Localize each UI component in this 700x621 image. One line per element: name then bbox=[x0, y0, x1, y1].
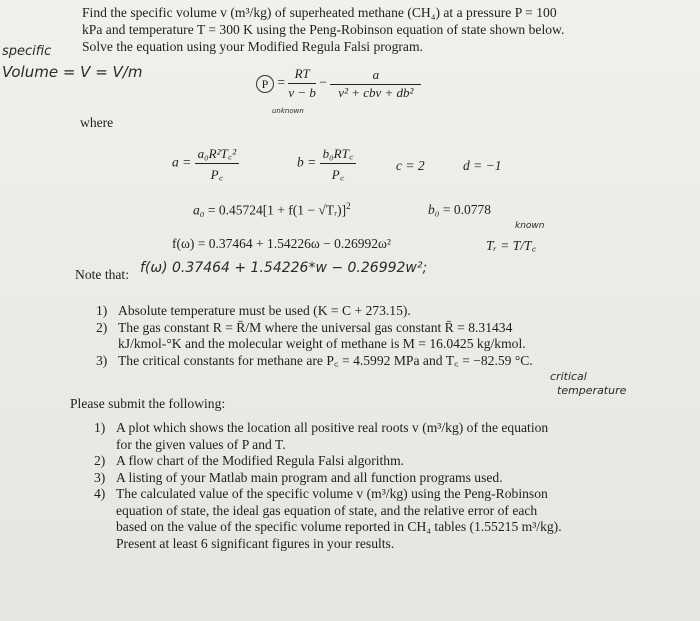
handwritten-note-critical: critical bbox=[550, 370, 587, 383]
handwritten-note-volume: Volume = V = V/m bbox=[2, 63, 143, 81]
reduced-temperature: Tᵣ = T/T꜀ bbox=[486, 238, 537, 253]
handwritten-note-specific: specific bbox=[2, 44, 52, 59]
a0-equation: a₀ = 0.45724[1 + f(1 − √Tᵣ)]$^2$ bbox=[193, 201, 351, 218]
notes-list bbox=[96, 303, 656, 369]
note-item: 3) The critical constants for methane are P꜀ = 4.5992 MPa and T꜀ = −82.59 °C. bbox=[96, 352, 533, 368]
note-item: 2) The gas constant R = R̄/M where the universal gas constant R̄ = 8.31434 bbox=[96, 319, 513, 335]
a-fraction: $\frac{a}{\text{v² + cbv + db²}}$ bbox=[330, 67, 421, 101]
submit-list bbox=[94, 420, 674, 552]
c-definition: c = 2 bbox=[396, 158, 425, 173]
submit-item: 3) A listing of your Matlab main program and all function programs used. bbox=[94, 469, 503, 485]
b-definition: b = $\frac{\text{b₀RT꜀}}{P꜀}$ bbox=[297, 144, 356, 183]
peng-robinson-equation: P = $\frac{RT}{v - b}$ − $\frac{a}{\text{v² + cbv + db²}}$ bbox=[256, 66, 421, 101]
where-label: where bbox=[80, 115, 114, 130]
circled-p: P bbox=[256, 75, 274, 93]
submit-item: 1) A plot which shows the location all positive real roots v (m³/kg) of the equation bbox=[94, 420, 549, 435]
handwritten-note-unknown: unknown bbox=[272, 107, 304, 115]
handwritten-note-known: known bbox=[515, 221, 545, 231]
note-that-label: Note that: bbox=[75, 267, 129, 282]
rt-fraction: $\frac{RT}{v - b}$ bbox=[288, 66, 316, 100]
handwritten-note-temperature: temperature bbox=[557, 384, 627, 397]
submit-item: 4) The calculated value of the specific volume v (m³/kg) using the Peng-Robinson bbox=[94, 486, 548, 501]
submit-item: equation of state, the ideal gas equation of state, and the relative error of each bbox=[116, 502, 538, 518]
a-definition: a = $\frac{\text{a₀R²T꜀²}}{P꜀}$ bbox=[172, 144, 239, 183]
note-item: 1) Absolute temperature must be used (K = C + 273.15). bbox=[96, 303, 411, 318]
problem-line-1: Find the specific volume v (m³/kg) of superheated methane (CH₄) at a pressure P = 100 bbox=[82, 5, 557, 20]
submit-item: based on the value of the specific volume reported in CH₄ tables (1.55215 m³/kg). bbox=[116, 519, 562, 534]
b0-equation: b₀ = 0.0778 bbox=[428, 202, 491, 217]
submit-item: Present at least 6 significant figures in your results. bbox=[116, 535, 395, 551]
problem-line-2: kPa and temperature T = 300 K using the Peng-Robinson equation of state shown below. bbox=[82, 22, 565, 37]
d-definition: d = −1 bbox=[463, 158, 502, 173]
please-submit-label: Please submit the following: bbox=[70, 396, 226, 411]
f-omega-equation: f(ω) = 0.37464 + 1.54226ω − 0.26992ω² bbox=[172, 236, 391, 251]
submit-item: 2) A flow chart of the Modified Regula Falsi algorithm. bbox=[94, 453, 405, 468]
submit-item: for the given values of P and T. bbox=[116, 436, 286, 452]
handwritten-f-omega: f(ω) 0.37464 + 1.54226*w − 0.26992w²; bbox=[140, 260, 428, 276]
problem-line-3: Solve the equation using your Modified Regula Falsi program. bbox=[82, 39, 423, 54]
note-item: kJ/kmol-°K and the molecular weight of methane is M = 16.0425 kg/kmol. bbox=[118, 336, 526, 351]
